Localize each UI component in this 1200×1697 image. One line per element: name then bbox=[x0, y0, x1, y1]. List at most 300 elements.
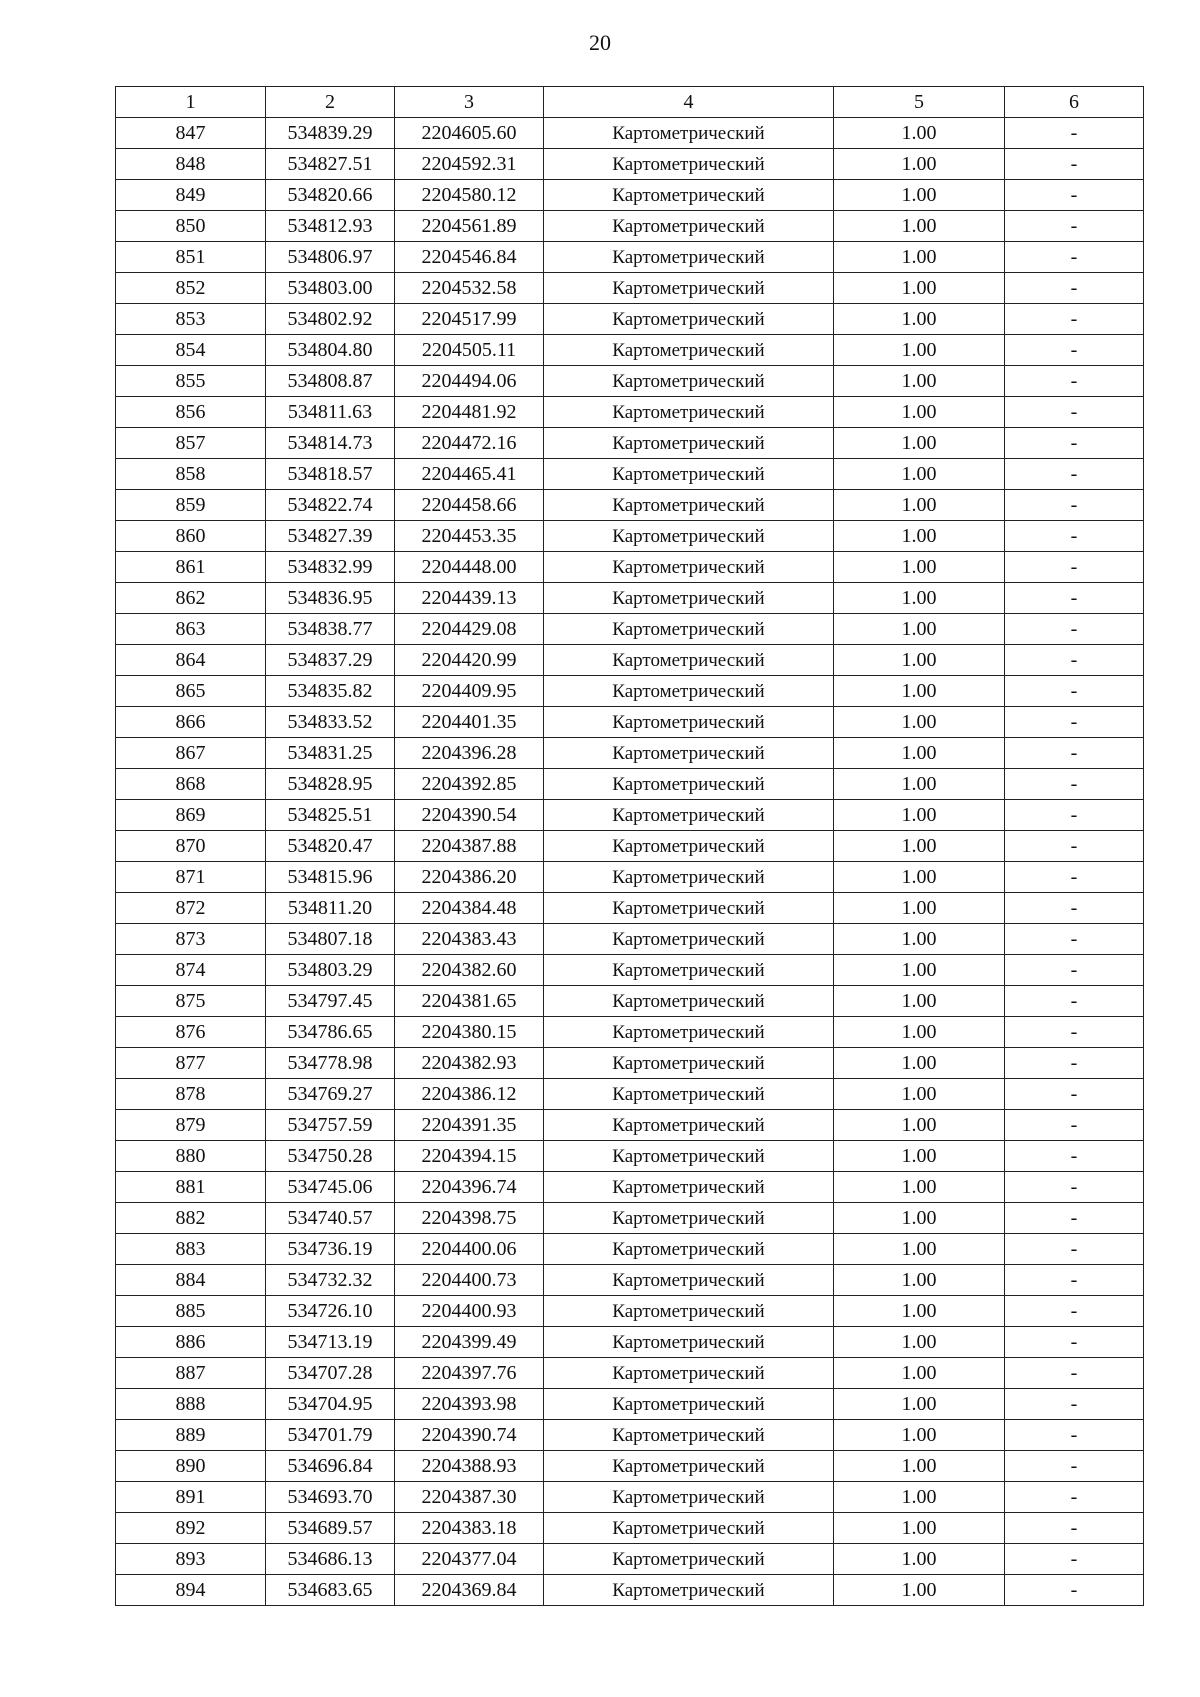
method-cell: Картометрический bbox=[544, 211, 834, 242]
point-number-cell: 880 bbox=[116, 1141, 266, 1172]
table-row bbox=[116, 893, 1144, 924]
note-cell: - bbox=[1005, 583, 1144, 614]
method-cell: Картометрический bbox=[544, 1389, 834, 1420]
x-coordinate-cell: 534836.95 bbox=[266, 583, 395, 614]
accuracy-cell: 1.00 bbox=[834, 118, 1005, 149]
y-coordinate-cell: 2204439.13 bbox=[395, 583, 544, 614]
y-coordinate-cell: 2204532.58 bbox=[395, 273, 544, 304]
y-coordinate-cell: 2204465.41 bbox=[395, 459, 544, 490]
point-number-cell: 868 bbox=[116, 769, 266, 800]
accuracy-cell: 1.00 bbox=[834, 986, 1005, 1017]
header-cell-6: 6 bbox=[1005, 87, 1144, 118]
accuracy-cell: 1.00 bbox=[834, 1048, 1005, 1079]
point-number-cell: 883 bbox=[116, 1234, 266, 1265]
method-cell: Картометрический bbox=[544, 986, 834, 1017]
point-number-cell: 894 bbox=[116, 1575, 266, 1606]
point-number-cell: 875 bbox=[116, 986, 266, 1017]
point-number-cell: 853 bbox=[116, 304, 266, 335]
method-cell: Картометрический bbox=[544, 1575, 834, 1606]
y-coordinate-cell: 2204391.35 bbox=[395, 1110, 544, 1141]
x-coordinate-cell: 534818.57 bbox=[266, 459, 395, 490]
note-cell: - bbox=[1005, 521, 1144, 552]
method-cell: Картометрический bbox=[544, 893, 834, 924]
point-number-cell: 881 bbox=[116, 1172, 266, 1203]
y-coordinate-cell: 2204409.95 bbox=[395, 676, 544, 707]
x-coordinate-cell: 534820.66 bbox=[266, 180, 395, 211]
x-coordinate-cell: 534740.57 bbox=[266, 1203, 395, 1234]
y-coordinate-cell: 2204383.18 bbox=[395, 1513, 544, 1544]
method-cell: Картометрический bbox=[544, 552, 834, 583]
x-coordinate-cell: 534757.59 bbox=[266, 1110, 395, 1141]
x-coordinate-cell: 534827.39 bbox=[266, 521, 395, 552]
x-coordinate-cell: 534820.47 bbox=[266, 831, 395, 862]
note-cell: - bbox=[1005, 800, 1144, 831]
coordinates-table bbox=[115, 86, 1144, 1606]
y-coordinate-cell: 2204429.08 bbox=[395, 614, 544, 645]
method-cell: Картометрический bbox=[544, 1420, 834, 1451]
table-row bbox=[116, 1358, 1144, 1389]
point-number-cell: 872 bbox=[116, 893, 266, 924]
note-cell: - bbox=[1005, 1451, 1144, 1482]
y-coordinate-cell: 2204605.60 bbox=[395, 118, 544, 149]
point-number-cell: 886 bbox=[116, 1327, 266, 1358]
method-cell: Картометрический bbox=[544, 1203, 834, 1234]
x-coordinate-cell: 534686.13 bbox=[266, 1544, 395, 1575]
note-cell: - bbox=[1005, 1482, 1144, 1513]
accuracy-cell: 1.00 bbox=[834, 273, 1005, 304]
y-coordinate-cell: 2204448.00 bbox=[395, 552, 544, 583]
y-coordinate-cell: 2204390.54 bbox=[395, 800, 544, 831]
note-cell: - bbox=[1005, 1389, 1144, 1420]
table-row bbox=[116, 862, 1144, 893]
x-coordinate-cell: 534807.18 bbox=[266, 924, 395, 955]
note-cell: - bbox=[1005, 1203, 1144, 1234]
table-row bbox=[116, 1079, 1144, 1110]
point-number-cell: 854 bbox=[116, 335, 266, 366]
point-number-cell: 877 bbox=[116, 1048, 266, 1079]
table-row bbox=[116, 1544, 1144, 1575]
method-cell: Картометрический bbox=[544, 490, 834, 521]
point-number-cell: 878 bbox=[116, 1079, 266, 1110]
table-row bbox=[116, 986, 1144, 1017]
method-cell: Картометрический bbox=[544, 335, 834, 366]
x-coordinate-cell: 534736.19 bbox=[266, 1234, 395, 1265]
x-coordinate-cell: 534769.27 bbox=[266, 1079, 395, 1110]
table-row bbox=[116, 676, 1144, 707]
x-coordinate-cell: 534806.97 bbox=[266, 242, 395, 273]
point-number-cell: 849 bbox=[116, 180, 266, 211]
header-row bbox=[116, 87, 1144, 118]
method-cell: Картометрический bbox=[544, 304, 834, 335]
note-cell: - bbox=[1005, 614, 1144, 645]
accuracy-cell: 1.00 bbox=[834, 893, 1005, 924]
accuracy-cell: 1.00 bbox=[834, 862, 1005, 893]
table-row bbox=[116, 335, 1144, 366]
point-number-cell: 851 bbox=[116, 242, 266, 273]
y-coordinate-cell: 2204387.88 bbox=[395, 831, 544, 862]
method-cell: Картометрический bbox=[544, 676, 834, 707]
table-row bbox=[116, 552, 1144, 583]
y-coordinate-cell: 2204481.92 bbox=[395, 397, 544, 428]
method-cell: Картометрический bbox=[544, 831, 834, 862]
x-coordinate-cell: 534704.95 bbox=[266, 1389, 395, 1420]
x-coordinate-cell: 534803.29 bbox=[266, 955, 395, 986]
x-coordinate-cell: 534689.57 bbox=[266, 1513, 395, 1544]
point-number-cell: 876 bbox=[116, 1017, 266, 1048]
method-cell: Картометрический bbox=[544, 1513, 834, 1544]
table-row bbox=[116, 645, 1144, 676]
accuracy-cell: 1.00 bbox=[834, 1420, 1005, 1451]
y-coordinate-cell: 2204384.48 bbox=[395, 893, 544, 924]
method-cell: Картометрический bbox=[544, 769, 834, 800]
x-coordinate-cell: 534803.00 bbox=[266, 273, 395, 304]
x-coordinate-cell: 534804.80 bbox=[266, 335, 395, 366]
y-coordinate-cell: 2204400.06 bbox=[395, 1234, 544, 1265]
point-number-cell: 874 bbox=[116, 955, 266, 986]
method-cell: Картометрический bbox=[544, 1296, 834, 1327]
note-cell: - bbox=[1005, 366, 1144, 397]
method-cell: Картометрический bbox=[544, 242, 834, 273]
point-number-cell: 889 bbox=[116, 1420, 266, 1451]
note-cell: - bbox=[1005, 893, 1144, 924]
table-row bbox=[116, 769, 1144, 800]
method-cell: Картометрический bbox=[544, 1110, 834, 1141]
note-cell: - bbox=[1005, 1048, 1144, 1079]
table-row bbox=[116, 1172, 1144, 1203]
y-coordinate-cell: 2204420.99 bbox=[395, 645, 544, 676]
table-row bbox=[116, 1513, 1144, 1544]
accuracy-cell: 1.00 bbox=[834, 1296, 1005, 1327]
method-cell: Картометрический bbox=[544, 273, 834, 304]
y-coordinate-cell: 2204561.89 bbox=[395, 211, 544, 242]
method-cell: Картометрический bbox=[544, 1172, 834, 1203]
accuracy-cell: 1.00 bbox=[834, 1513, 1005, 1544]
accuracy-cell: 1.00 bbox=[834, 242, 1005, 273]
method-cell: Картометрический bbox=[544, 862, 834, 893]
x-coordinate-cell: 534696.84 bbox=[266, 1451, 395, 1482]
table-row bbox=[116, 1575, 1144, 1606]
y-coordinate-cell: 2204390.74 bbox=[395, 1420, 544, 1451]
method-cell: Картометрический bbox=[544, 1327, 834, 1358]
table-header bbox=[116, 87, 1144, 118]
table-row bbox=[116, 1420, 1144, 1451]
accuracy-cell: 1.00 bbox=[834, 304, 1005, 335]
note-cell: - bbox=[1005, 769, 1144, 800]
x-coordinate-cell: 534786.65 bbox=[266, 1017, 395, 1048]
accuracy-cell: 1.00 bbox=[834, 614, 1005, 645]
y-coordinate-cell: 2204494.06 bbox=[395, 366, 544, 397]
x-coordinate-cell: 534693.70 bbox=[266, 1482, 395, 1513]
x-coordinate-cell: 534707.28 bbox=[266, 1358, 395, 1389]
table-row bbox=[116, 118, 1144, 149]
accuracy-cell: 1.00 bbox=[834, 211, 1005, 242]
y-coordinate-cell: 2204386.20 bbox=[395, 862, 544, 893]
accuracy-cell: 1.00 bbox=[834, 490, 1005, 521]
table-row bbox=[116, 304, 1144, 335]
point-number-cell: 867 bbox=[116, 738, 266, 769]
y-coordinate-cell: 2204394.15 bbox=[395, 1141, 544, 1172]
note-cell: - bbox=[1005, 180, 1144, 211]
method-cell: Картометрический bbox=[544, 1141, 834, 1172]
note-cell: - bbox=[1005, 552, 1144, 583]
y-coordinate-cell: 2204398.75 bbox=[395, 1203, 544, 1234]
x-coordinate-cell: 534839.29 bbox=[266, 118, 395, 149]
note-cell: - bbox=[1005, 335, 1144, 366]
x-coordinate-cell: 534701.79 bbox=[266, 1420, 395, 1451]
method-cell: Картометрический bbox=[544, 1265, 834, 1296]
point-number-cell: 893 bbox=[116, 1544, 266, 1575]
note-cell: - bbox=[1005, 242, 1144, 273]
accuracy-cell: 1.00 bbox=[834, 1265, 1005, 1296]
point-number-cell: 855 bbox=[116, 366, 266, 397]
table-row bbox=[116, 1234, 1144, 1265]
point-number-cell: 864 bbox=[116, 645, 266, 676]
page-number: 20 bbox=[589, 30, 611, 55]
method-cell: Картометрический bbox=[544, 955, 834, 986]
table-row bbox=[116, 149, 1144, 180]
point-number-cell: 892 bbox=[116, 1513, 266, 1544]
table-row bbox=[116, 1110, 1144, 1141]
method-cell: Картометрический bbox=[544, 428, 834, 459]
point-number-cell: 888 bbox=[116, 1389, 266, 1420]
point-number-cell: 873 bbox=[116, 924, 266, 955]
accuracy-cell: 1.00 bbox=[834, 1234, 1005, 1265]
y-coordinate-cell: 2204400.93 bbox=[395, 1296, 544, 1327]
x-coordinate-cell: 534814.73 bbox=[266, 428, 395, 459]
table-row bbox=[116, 1389, 1144, 1420]
table-body bbox=[116, 118, 1144, 1606]
y-coordinate-cell: 2204592.31 bbox=[395, 149, 544, 180]
point-number-cell: 862 bbox=[116, 583, 266, 614]
table-row bbox=[116, 273, 1144, 304]
point-number-cell: 879 bbox=[116, 1110, 266, 1141]
y-coordinate-cell: 2204453.35 bbox=[395, 521, 544, 552]
method-cell: Картометрический bbox=[544, 738, 834, 769]
x-coordinate-cell: 534833.52 bbox=[266, 707, 395, 738]
y-coordinate-cell: 2204546.84 bbox=[395, 242, 544, 273]
table-row bbox=[116, 242, 1144, 273]
table-row bbox=[116, 521, 1144, 552]
header-cell-4: 4 bbox=[544, 87, 834, 118]
y-coordinate-cell: 2204458.66 bbox=[395, 490, 544, 521]
accuracy-cell: 1.00 bbox=[834, 800, 1005, 831]
point-number-cell: 852 bbox=[116, 273, 266, 304]
method-cell: Картометрический bbox=[544, 1234, 834, 1265]
x-coordinate-cell: 534802.92 bbox=[266, 304, 395, 335]
accuracy-cell: 1.00 bbox=[834, 1482, 1005, 1513]
table-row bbox=[116, 1482, 1144, 1513]
x-coordinate-cell: 534827.51 bbox=[266, 149, 395, 180]
note-cell: - bbox=[1005, 676, 1144, 707]
y-coordinate-cell: 2204380.15 bbox=[395, 1017, 544, 1048]
x-coordinate-cell: 534812.93 bbox=[266, 211, 395, 242]
accuracy-cell: 1.00 bbox=[834, 955, 1005, 986]
accuracy-cell: 1.00 bbox=[834, 676, 1005, 707]
point-number-cell: 857 bbox=[116, 428, 266, 459]
point-number-cell: 890 bbox=[116, 1451, 266, 1482]
method-cell: Картометрический bbox=[544, 459, 834, 490]
y-coordinate-cell: 2204387.30 bbox=[395, 1482, 544, 1513]
point-number-cell: 869 bbox=[116, 800, 266, 831]
table-row bbox=[116, 583, 1144, 614]
note-cell: - bbox=[1005, 1079, 1144, 1110]
y-coordinate-cell: 2204399.49 bbox=[395, 1327, 544, 1358]
note-cell: - bbox=[1005, 1575, 1144, 1606]
point-number-cell: 850 bbox=[116, 211, 266, 242]
y-coordinate-cell: 2204382.93 bbox=[395, 1048, 544, 1079]
note-cell: - bbox=[1005, 1513, 1144, 1544]
y-coordinate-cell: 2204393.98 bbox=[395, 1389, 544, 1420]
accuracy-cell: 1.00 bbox=[834, 707, 1005, 738]
header-cell-2: 2 bbox=[266, 87, 395, 118]
y-coordinate-cell: 2204382.60 bbox=[395, 955, 544, 986]
accuracy-cell: 1.00 bbox=[834, 924, 1005, 955]
note-cell: - bbox=[1005, 1358, 1144, 1389]
y-coordinate-cell: 2204401.35 bbox=[395, 707, 544, 738]
x-coordinate-cell: 534797.45 bbox=[266, 986, 395, 1017]
table-row bbox=[116, 955, 1144, 986]
accuracy-cell: 1.00 bbox=[834, 1544, 1005, 1575]
x-coordinate-cell: 534732.32 bbox=[266, 1265, 395, 1296]
x-coordinate-cell: 534835.82 bbox=[266, 676, 395, 707]
accuracy-cell: 1.00 bbox=[834, 397, 1005, 428]
table-row bbox=[116, 800, 1144, 831]
accuracy-cell: 1.00 bbox=[834, 1110, 1005, 1141]
y-coordinate-cell: 2204383.43 bbox=[395, 924, 544, 955]
table-row bbox=[116, 707, 1144, 738]
x-coordinate-cell: 534825.51 bbox=[266, 800, 395, 831]
y-coordinate-cell: 2204381.65 bbox=[395, 986, 544, 1017]
accuracy-cell: 1.00 bbox=[834, 1017, 1005, 1048]
table-row bbox=[116, 1327, 1144, 1358]
method-cell: Картометрический bbox=[544, 1544, 834, 1575]
note-cell: - bbox=[1005, 831, 1144, 862]
accuracy-cell: 1.00 bbox=[834, 521, 1005, 552]
note-cell: - bbox=[1005, 1141, 1144, 1172]
y-coordinate-cell: 2204517.99 bbox=[395, 304, 544, 335]
y-coordinate-cell: 2204388.93 bbox=[395, 1451, 544, 1482]
note-cell: - bbox=[1005, 1420, 1144, 1451]
method-cell: Картометрический bbox=[544, 1048, 834, 1079]
y-coordinate-cell: 2204397.76 bbox=[395, 1358, 544, 1389]
method-cell: Картометрический bbox=[544, 583, 834, 614]
table-row bbox=[116, 366, 1144, 397]
y-coordinate-cell: 2204472.16 bbox=[395, 428, 544, 459]
note-cell: - bbox=[1005, 273, 1144, 304]
y-coordinate-cell: 2204396.28 bbox=[395, 738, 544, 769]
accuracy-cell: 1.00 bbox=[834, 1451, 1005, 1482]
method-cell: Картометрический bbox=[544, 614, 834, 645]
method-cell: Картометрический bbox=[544, 366, 834, 397]
method-cell: Картометрический bbox=[544, 1482, 834, 1513]
accuracy-cell: 1.00 bbox=[834, 1203, 1005, 1234]
x-coordinate-cell: 534815.96 bbox=[266, 862, 395, 893]
method-cell: Картометрический bbox=[544, 645, 834, 676]
table-row bbox=[116, 924, 1144, 955]
method-cell: Картометрический bbox=[544, 1079, 834, 1110]
accuracy-cell: 1.00 bbox=[834, 1389, 1005, 1420]
accuracy-cell: 1.00 bbox=[834, 1575, 1005, 1606]
y-coordinate-cell: 2204505.11 bbox=[395, 335, 544, 366]
point-number-cell: 863 bbox=[116, 614, 266, 645]
note-cell: - bbox=[1005, 149, 1144, 180]
x-coordinate-cell: 534713.19 bbox=[266, 1327, 395, 1358]
header-cell-5: 5 bbox=[834, 87, 1005, 118]
point-number-cell: 858 bbox=[116, 459, 266, 490]
table-row bbox=[116, 1265, 1144, 1296]
y-coordinate-cell: 2204386.12 bbox=[395, 1079, 544, 1110]
note-cell: - bbox=[1005, 211, 1144, 242]
accuracy-cell: 1.00 bbox=[834, 583, 1005, 614]
point-number-cell: 885 bbox=[116, 1296, 266, 1327]
x-coordinate-cell: 534838.77 bbox=[266, 614, 395, 645]
table-row bbox=[116, 459, 1144, 490]
method-cell: Картометрический bbox=[544, 149, 834, 180]
table-row bbox=[116, 614, 1144, 645]
note-cell: - bbox=[1005, 397, 1144, 428]
y-coordinate-cell: 2204392.85 bbox=[395, 769, 544, 800]
note-cell: - bbox=[1005, 118, 1144, 149]
method-cell: Картометрический bbox=[544, 707, 834, 738]
y-coordinate-cell: 2204369.84 bbox=[395, 1575, 544, 1606]
note-cell: - bbox=[1005, 1110, 1144, 1141]
point-number-cell: 887 bbox=[116, 1358, 266, 1389]
accuracy-cell: 1.00 bbox=[834, 1327, 1005, 1358]
note-cell: - bbox=[1005, 1327, 1144, 1358]
x-coordinate-cell: 534745.06 bbox=[266, 1172, 395, 1203]
accuracy-cell: 1.00 bbox=[834, 1141, 1005, 1172]
accuracy-cell: 1.00 bbox=[834, 1172, 1005, 1203]
point-number-cell: 870 bbox=[116, 831, 266, 862]
table-row bbox=[116, 1296, 1144, 1327]
x-coordinate-cell: 534831.25 bbox=[266, 738, 395, 769]
note-cell: - bbox=[1005, 645, 1144, 676]
point-number-cell: 882 bbox=[116, 1203, 266, 1234]
y-coordinate-cell: 2204377.04 bbox=[395, 1544, 544, 1575]
note-cell: - bbox=[1005, 490, 1144, 521]
method-cell: Картометрический bbox=[544, 1358, 834, 1389]
accuracy-cell: 1.00 bbox=[834, 428, 1005, 459]
accuracy-cell: 1.00 bbox=[834, 1079, 1005, 1110]
note-cell: - bbox=[1005, 986, 1144, 1017]
point-number-cell: 856 bbox=[116, 397, 266, 428]
table-row bbox=[116, 1048, 1144, 1079]
x-coordinate-cell: 534726.10 bbox=[266, 1296, 395, 1327]
header-cell-1: 1 bbox=[116, 87, 266, 118]
table-row bbox=[116, 428, 1144, 459]
method-cell: Картометрический bbox=[544, 800, 834, 831]
header-cell-3: 3 bbox=[395, 87, 544, 118]
point-number-cell: 848 bbox=[116, 149, 266, 180]
x-coordinate-cell: 534828.95 bbox=[266, 769, 395, 800]
table-row bbox=[116, 490, 1144, 521]
x-coordinate-cell: 534832.99 bbox=[266, 552, 395, 583]
accuracy-cell: 1.00 bbox=[834, 180, 1005, 211]
method-cell: Картометрический bbox=[544, 118, 834, 149]
point-number-cell: 866 bbox=[116, 707, 266, 738]
method-cell: Картометрический bbox=[544, 397, 834, 428]
table-row bbox=[116, 738, 1144, 769]
note-cell: - bbox=[1005, 459, 1144, 490]
accuracy-cell: 1.00 bbox=[834, 645, 1005, 676]
note-cell: - bbox=[1005, 1234, 1144, 1265]
note-cell: - bbox=[1005, 1544, 1144, 1575]
note-cell: - bbox=[1005, 428, 1144, 459]
x-coordinate-cell: 534822.74 bbox=[266, 490, 395, 521]
x-coordinate-cell: 534837.29 bbox=[266, 645, 395, 676]
point-number-cell: 884 bbox=[116, 1265, 266, 1296]
y-coordinate-cell: 2204396.74 bbox=[395, 1172, 544, 1203]
